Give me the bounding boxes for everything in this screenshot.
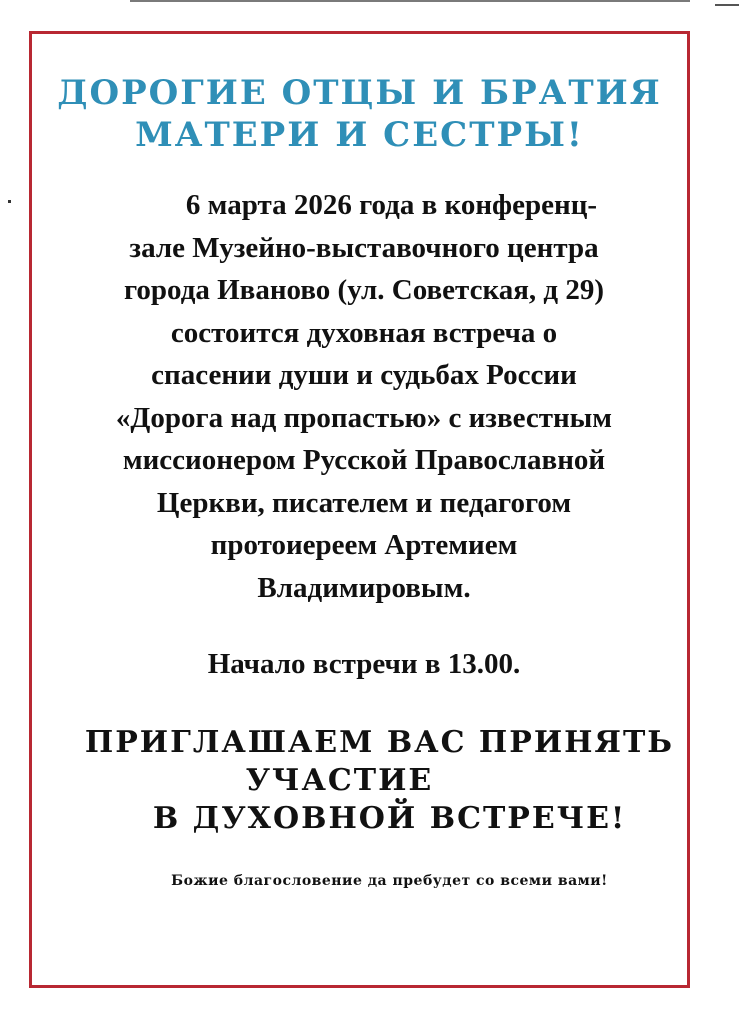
start-time: Начало встречи в 13.00.: [207, 648, 521, 680]
announcement-line: [44, 184, 684, 227]
invitation-line-2: УЧАСТИЕ: [245, 763, 434, 798]
announcement-line: зале Музейно-выставочного центра: [129, 231, 599, 264]
invitation-line-1: ПРИГЛАШАЕМ ВАС ПРИНЯТЬ: [84, 725, 675, 760]
invitation: [29, 724, 690, 838]
announcement-line: Владимировым.: [257, 571, 471, 604]
heading-line-1: ДОРОГИЕ ОТЦЫ И БРАТИЯ: [57, 73, 662, 113]
announcement-line-text: 6 марта 2026 года в конференц-: [185, 189, 598, 221]
announcement-line: спасении души и судьбах России: [151, 359, 577, 391]
announcement-line: «Дорога над пропастью» с известным: [115, 401, 613, 434]
page-heading: [29, 72, 690, 156]
heading-line-2: МАТЕРИ И СЕСТРЫ!: [135, 115, 584, 155]
announcement-line: миссионером Русской Православной: [122, 444, 606, 476]
invitation-line-3: В ДУХОВНОЙ ВСТРЕЧЕ!: [152, 801, 627, 836]
scan-speck: [8, 200, 11, 203]
announcement-line: протоиереем Артемием: [210, 529, 518, 561]
announcement-line: Церкви, писателем и педагогом: [156, 486, 572, 519]
announcement-line: города Иваново (ул. Советская, д 29): [123, 274, 605, 306]
announcement-text: [44, 184, 684, 609]
announcement-line: состоится духовная встреча о: [170, 316, 558, 349]
scan-top-mark: [715, 4, 739, 6]
scan-top-line: [130, 0, 690, 2]
blessing-text: Божие благословение да пребудет со всеми вами!: [171, 873, 608, 889]
